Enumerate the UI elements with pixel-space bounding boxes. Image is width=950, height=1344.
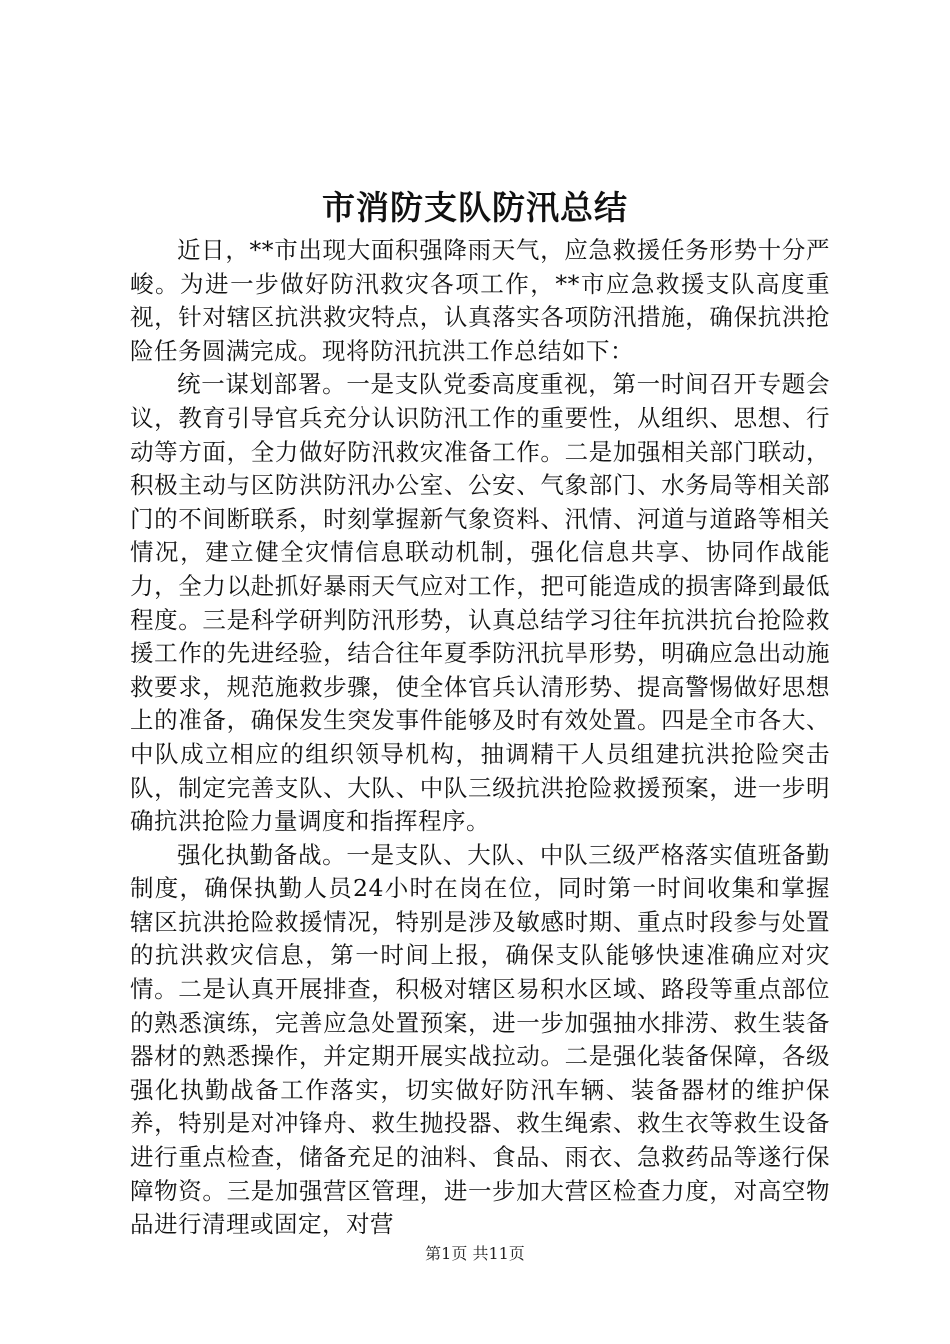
document-title: 市消防支队防汛总结: [322, 188, 628, 227]
document-body: [130, 234, 830, 1242]
page-footer: 第1页 共11页: [425, 1244, 525, 1263]
readiness-paragraph: 强化执勤备战。一是支队、大队、中队三级严格落实值班备勤制度，确保执勤人员24小时在岗在位，同时第一时间收集和掌握辖区抗洪抢险救援情况，特别是涉及敏感时期、重点时段参与处置的抗洪救灾信息，第一时间上报，确保支队能够快速准确应对灾情。二是认真开展排查，积极对辖区易积水区域、路段等重点部位的熟悉演练，完善应急处置预案，进一步加强抽水排涝、救生装备器材的熟悉操作，并定期开展实战拉动。二是强化装备保障，各级强化执勤战备工作落实，切实做好防汛车辆、装备器材的维护保养，特别是对冲锋舟、救生抛投器、救生绳索、救生衣等救生设备进行重点检查，储备充足的油料、食品、雨衣、急救药品等遂行保障物资。三是加强营区管理，进一步加大营区检查力度，对高空物品进行清理或固定，对营: [130, 840, 830, 1239]
planning-paragraph: 统一谋划部署。一是支队党委高度重视，第一时间召开专题会议，教育引导官兵充分认识防汛工作的重要性，从组织、思想、行动等方面，全力做好防汛救灾准备工作。二是加强相关部门联动，积极主动与区防洪防汛办公室、公安、气象部门、水务局等相关部门的不间断联系，时刻掌握新气象资料、汛情、河道与道路等相关情况，建立健全灾情信息联动机制，强化信息共享、协同作战能力，全力以赴抓好暴雨天气应对工作，把可能造成的损害降到最低程度。三是科学研判防汛形势，认真总结学习往年抗洪抗台抢险救援工作的先进经验，结合往年夏季防汛抗旱形势，明确应急出动施救要求，规范施救步骤，使全体官兵认清形势、提高警惕做好思想上的准备，确保发生突发事件能够及时有效处置。四是全市各大、中队成立相应的组织领导机构，抽调精干人员组建抗洪抢险突击队，制定完善支队、大队、中队三级抗洪抢险救援预案，进一步明确抗洪抢险力量调度和指挥程序。: [130, 370, 830, 836]
intro-paragraph: 近日，**市出现大面积强降雨天气，应急救援任务形势十分严峻。为进一步做好防汛救灾各项工作，**市应急救援支队高度重视，针对辖区抗洪救灾特点，认真落实各项防汛措施，确保抗洪抢险任务圆满完成。现将防汛抗洪工作总结如下：: [130, 236, 830, 365]
